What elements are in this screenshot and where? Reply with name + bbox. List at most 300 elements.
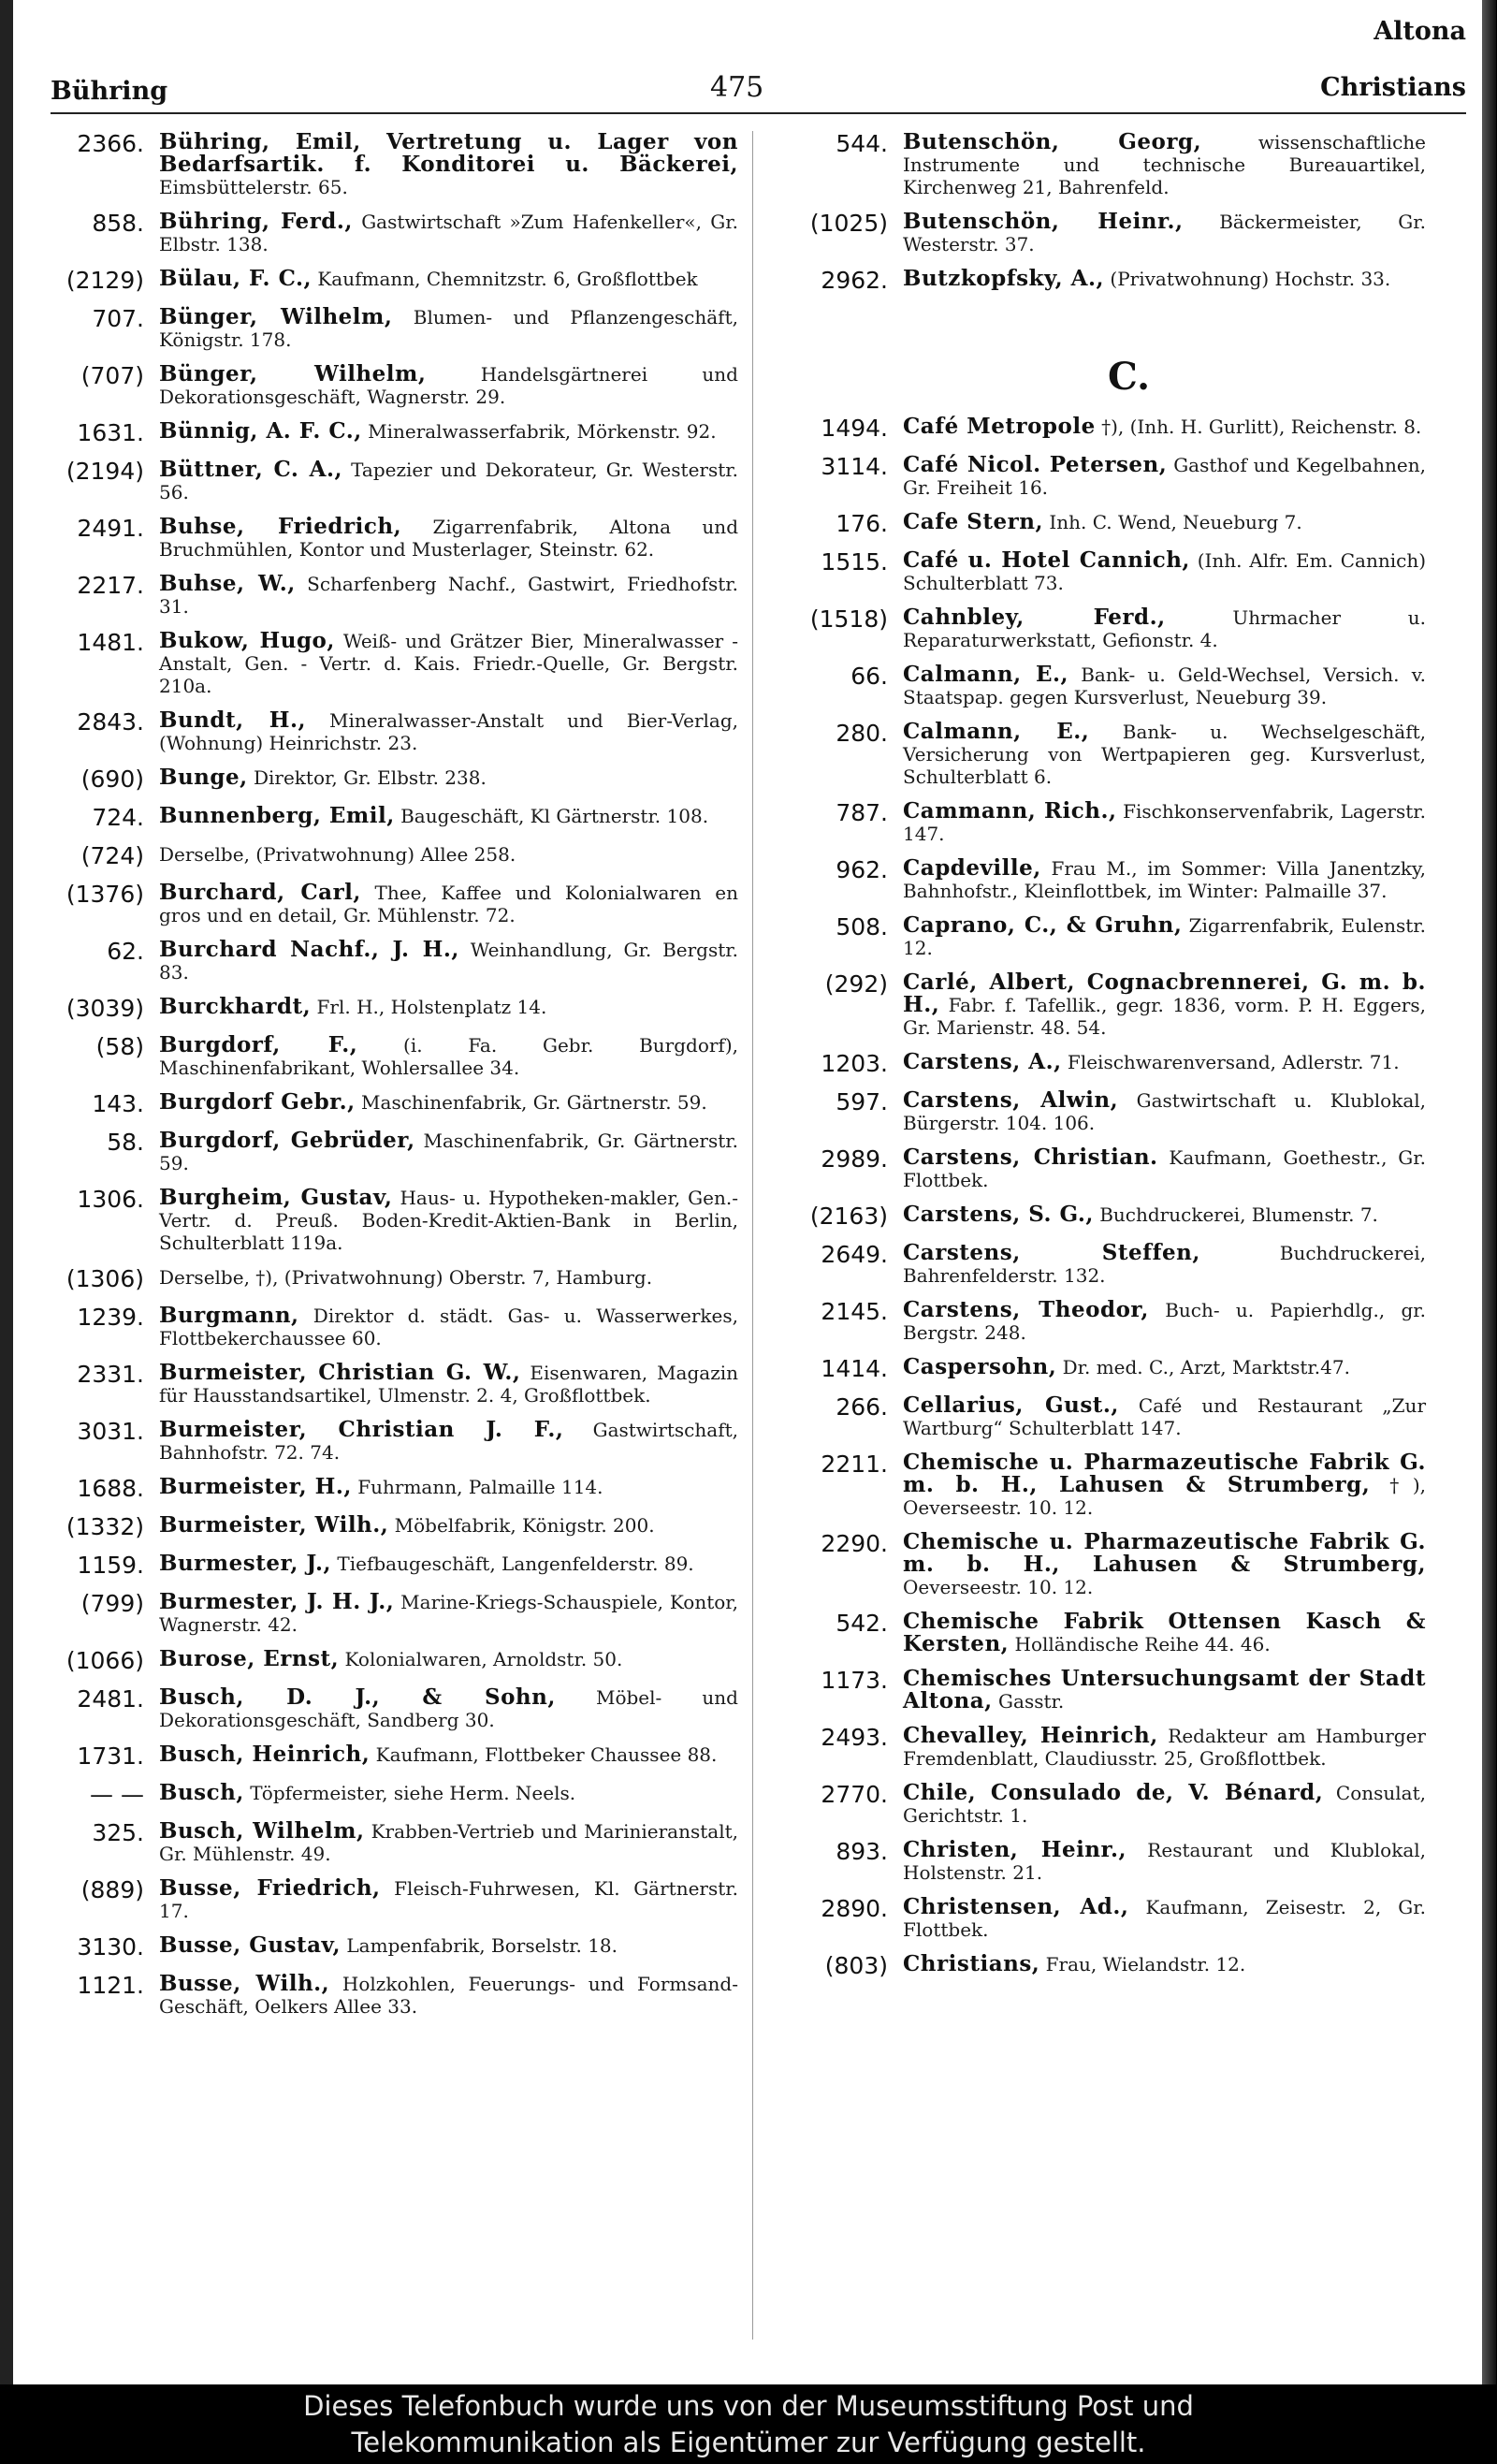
directory-entry bbox=[766, 268, 1426, 294]
directory-entry bbox=[51, 1820, 738, 1865]
phone-number: 66. bbox=[850, 663, 888, 690]
entry-text bbox=[159, 1305, 738, 1349]
phone-number: 1306. bbox=[77, 1186, 144, 1213]
entry-name: Bühring, Ferd., bbox=[159, 209, 353, 234]
phone-number: 2962. bbox=[821, 267, 888, 294]
entry-text bbox=[159, 306, 738, 351]
entry-text bbox=[159, 939, 738, 984]
entry-name: Caprano, C., & Gruhn, bbox=[903, 912, 1183, 938]
entry-name: Carstens, Theodor, bbox=[903, 1297, 1149, 1322]
phone-number: 280. bbox=[836, 720, 888, 747]
phone-number: 58. bbox=[107, 1129, 144, 1156]
directory-entry bbox=[51, 1266, 738, 1292]
entry-description: (i. Fa. Gebr. Burgdorf), Maschinenfabrikant, Wohlersallee 34. bbox=[159, 1034, 738, 1079]
entry-description: Buchdruckerei, Blumenstr. 7. bbox=[1093, 1203, 1378, 1226]
entry-name: Burmeister, H., bbox=[159, 1474, 352, 1499]
directory-entry bbox=[51, 268, 738, 294]
entry-text bbox=[159, 1782, 738, 1804]
entry-name: Butzkopfsky, A., bbox=[903, 266, 1105, 291]
entry-name: Busch, bbox=[159, 1780, 244, 1805]
entry-description: †), Oeverseestr. 10. 12. bbox=[903, 1474, 1426, 1519]
entry-description: Derselbe, (Privatwohnung) Allee 258. bbox=[159, 843, 516, 866]
entry-name: Bünnig, A. F. C., bbox=[159, 418, 362, 444]
entry-description: Buchdruckerei, Bahrenfelderstr. 132. bbox=[903, 1242, 1426, 1287]
entry-name: Cahnbley, Ferd., bbox=[903, 605, 1166, 630]
directory-entry bbox=[766, 1611, 1426, 1655]
entry-name: Burmester, J. H. J., bbox=[159, 1589, 395, 1614]
phone-number: 542. bbox=[836, 1610, 888, 1637]
phone-number: 508. bbox=[836, 913, 888, 940]
directory-entry bbox=[51, 1743, 738, 1770]
directory-entry bbox=[51, 1877, 738, 1922]
entry-description: Direktor d. städt. Gas- u. Wasserwerkes, Flottbekerchaussee 60. bbox=[159, 1305, 738, 1349]
entry-name: Calmann, E., bbox=[903, 719, 1090, 744]
phone-number: — — bbox=[90, 1781, 144, 1808]
entry-name: Bühring, Emil, Vertretung u. Lager von Bedarfsartik. f. Konditorei u. Bäckerei, bbox=[159, 129, 738, 177]
phone-number: 3031. bbox=[77, 1418, 144, 1445]
entry-text bbox=[159, 1648, 738, 1670]
entry-name: Bundt, H., bbox=[159, 707, 306, 733]
entry-text bbox=[159, 1973, 738, 2018]
entry-text bbox=[903, 606, 1426, 651]
entry-description: Holzkohlen, Feuerungs- und Formsand-Geschäft, Oelkers Allee 33. bbox=[159, 1973, 738, 2018]
directory-entry bbox=[51, 1934, 738, 1961]
phone-number: 2211. bbox=[821, 1451, 888, 1478]
entry-description: Holländische Reihe 44. 46. bbox=[1009, 1633, 1271, 1655]
entry-description: Kaufmann, Zeisestr. 2, Gr. Flottbek. bbox=[903, 1896, 1426, 1941]
entry-name: Cafe Stern, bbox=[903, 509, 1043, 534]
entry-name: Burgheim, Gustav, bbox=[159, 1185, 393, 1210]
entry-name: Christians, bbox=[903, 1951, 1040, 1976]
entry-description: Möbel- und Dekorationsgeschäft, Sandberg 30. bbox=[159, 1686, 738, 1731]
entry-description: Möbelfabrik, Königstr. 200. bbox=[388, 1514, 655, 1537]
phone-number: (2129) bbox=[65, 267, 144, 294]
directory-entry bbox=[51, 1553, 738, 1579]
entry-text bbox=[903, 1299, 1426, 1344]
directory-entry bbox=[51, 420, 738, 446]
entry-name: Burgdorf Gebr., bbox=[159, 1089, 356, 1115]
directory-entry bbox=[51, 1782, 738, 1808]
entry-text bbox=[159, 1187, 738, 1254]
entry-description: Café und Restaurant „Zur Wartburg“ Schulterblatt 147. bbox=[903, 1394, 1426, 1439]
directory-entry bbox=[51, 939, 738, 984]
entry-text bbox=[159, 843, 738, 866]
entry-name: Chemische u. Pharmazeutische Fabrik G. m. b. H., Lahusen & Strumberg, bbox=[903, 1450, 1426, 1497]
entry-name: Christensen, Ad., bbox=[903, 1894, 1129, 1919]
entry-text bbox=[159, 1362, 738, 1407]
entry-text bbox=[159, 1877, 738, 1922]
directory-entry bbox=[766, 1203, 1426, 1230]
entry-text bbox=[159, 1476, 738, 1498]
entry-name: Burgdorf, F., bbox=[159, 1032, 358, 1057]
entry-description: Fabr. f. Tafellik., gegr. 1836, vorm. P. H. Eggers, Gr. Marienstr. 48. 54. bbox=[903, 994, 1426, 1039]
phone-number: (3039) bbox=[65, 995, 144, 1022]
entry-text bbox=[903, 1953, 1426, 1976]
directory-entry bbox=[51, 306, 738, 351]
entry-name: Butenschön, Heinr., bbox=[903, 209, 1184, 234]
directory-entry bbox=[51, 709, 738, 754]
entry-name: Chemisches Untersuchungsamt der Stadt Altona, bbox=[903, 1666, 1426, 1713]
entry-text bbox=[159, 363, 738, 408]
directory-entry bbox=[766, 416, 1426, 442]
entry-text bbox=[159, 1419, 738, 1464]
directory-entry bbox=[51, 459, 738, 503]
entry-text bbox=[903, 1146, 1426, 1191]
entry-description: Haus- u. Hypotheken-makler, Gen.-Vertr. d. Preuß. Boden-Kredit-Aktien-Bank in Berlin, Schulterblatt 119a. bbox=[159, 1187, 738, 1254]
entry-text bbox=[159, 211, 738, 255]
entry-name: Calmann, E., bbox=[903, 662, 1069, 687]
phone-number: 1494. bbox=[821, 415, 888, 442]
entry-description: Bank- u. Wechselgeschäft, Versicherung von Wertpapieren geg. Kursverlust, Schulterblatt 6. bbox=[903, 721, 1426, 788]
entry-name: Butenschön, Georg, bbox=[903, 129, 1202, 154]
phone-number: 544. bbox=[836, 130, 888, 157]
directory-entry bbox=[51, 882, 738, 926]
section-spacer bbox=[766, 306, 1426, 334]
entry-description: Töpfermeister, siehe Herm. Neels. bbox=[243, 1782, 576, 1804]
entry-description: Marine-Kriegs-Schauspiele, Kontor, Wagnerstr. 42. bbox=[159, 1591, 738, 1636]
entry-name: Bunnenberg, Emil, bbox=[159, 803, 395, 828]
entry-description: Frau, Wielandstr. 12. bbox=[1039, 1953, 1246, 1976]
entry-text bbox=[903, 511, 1426, 533]
directory-entry bbox=[766, 721, 1426, 788]
phone-number: 1481. bbox=[77, 629, 144, 656]
directory-entry bbox=[766, 800, 1426, 845]
entry-description: wissenschaftliche Instrumente und technische Bureauartikel, Kirchenweg 21, Bahrenfeld. bbox=[903, 131, 1426, 198]
directory-entry bbox=[766, 1299, 1426, 1344]
entry-text bbox=[159, 268, 738, 290]
entry-text bbox=[903, 131, 1426, 198]
entry-description: Mineralwasser-Anstalt und Bier-Verlag, (Wohnung) Heinrichstr. 23. bbox=[159, 709, 739, 754]
directory-entry bbox=[766, 1242, 1426, 1287]
directory-entry bbox=[51, 630, 738, 697]
directory-entry bbox=[766, 1896, 1426, 1941]
entry-name: Burose, Ernst, bbox=[159, 1646, 340, 1671]
directory-entry bbox=[766, 1146, 1426, 1191]
entry-text bbox=[159, 766, 738, 789]
entry-description: Gastwirtschaft u. Klublokal, Bürgerstr. 104. 106. bbox=[903, 1089, 1426, 1134]
directory-entry bbox=[51, 1034, 738, 1079]
directory-entry bbox=[766, 1356, 1426, 1382]
entry-description: Tapezier und Dekorateur, Gr. Westerstr. 56. bbox=[159, 459, 738, 503]
directory-entry bbox=[51, 1419, 738, 1464]
entry-text bbox=[903, 549, 1426, 594]
right-column-top-entries bbox=[766, 131, 1426, 294]
entry-text bbox=[903, 971, 1426, 1039]
phone-number: (707) bbox=[80, 362, 144, 389]
phone-number: 2145. bbox=[821, 1298, 888, 1325]
entry-description: Restaurant und Klublokal, Holstenstr. 21. bbox=[903, 1839, 1427, 1884]
entry-description: Thee, Kaffee und Kolonialwaren en gros und en detail, Gr. Mühlenstr. 72. bbox=[159, 882, 738, 926]
entry-text bbox=[159, 1034, 738, 1079]
entry-text bbox=[903, 1531, 1426, 1598]
entry-description: Kaufmann, Goethestr., Gr. Flottbek. bbox=[903, 1146, 1426, 1191]
entry-text bbox=[903, 1203, 1426, 1226]
entry-description: Zigarrenfabrik, Altona und Bruchmühlen, Kontor und Musterlager, Steinstr. 62. bbox=[159, 516, 738, 561]
directory-entry bbox=[51, 573, 738, 618]
entry-name: Burgmann, bbox=[159, 1303, 299, 1328]
directory-entry bbox=[766, 1394, 1426, 1439]
entry-text bbox=[159, 805, 738, 827]
phone-number: (889) bbox=[80, 1876, 144, 1903]
left-column bbox=[51, 131, 738, 2030]
phone-number: 176. bbox=[836, 510, 888, 537]
entry-text bbox=[159, 996, 738, 1018]
directory-entry bbox=[766, 511, 1426, 537]
directory-entry bbox=[51, 1305, 738, 1349]
directory-entry bbox=[51, 211, 738, 255]
entry-description: Eisenwaren, Magazin für Hausstandsartikel, Ulmenstr. 2. 4, Großflottbek. bbox=[159, 1362, 739, 1407]
entry-name: Burmeister, Christian G. W., bbox=[159, 1360, 521, 1385]
footer-line-2: Telekommunikation als Eigentümer zur Verfügung gestellt. bbox=[351, 2427, 1146, 2458]
entry-description: Consulat, Gerichtstr. 1. bbox=[903, 1782, 1426, 1827]
running-head-left: Bühring bbox=[51, 77, 168, 106]
entry-description: Oeverseestr. 10. 12. bbox=[903, 1576, 1094, 1598]
entry-description: Frl. H., Holstenplatz 14. bbox=[311, 996, 547, 1018]
phone-number: (1066) bbox=[65, 1647, 144, 1674]
entry-description: (Privatwohnung) Hochstr. 33. bbox=[1104, 268, 1391, 290]
entry-name: Caspersohn, bbox=[903, 1354, 1057, 1379]
directory-entry bbox=[51, 1091, 738, 1117]
entry-description: Kaufmann, Flottbeker Chaussee 88. bbox=[370, 1743, 718, 1766]
directory-entry bbox=[766, 606, 1426, 651]
entry-name: Busse, Friedrich, bbox=[159, 1875, 381, 1901]
phone-number: 62. bbox=[107, 938, 144, 965]
directory-entry bbox=[51, 843, 738, 869]
entry-text bbox=[903, 454, 1426, 499]
directory-entry bbox=[766, 1451, 1426, 1519]
entry-text bbox=[903, 857, 1426, 902]
page-number: 475 bbox=[710, 71, 764, 104]
right-column-bottom-entries bbox=[766, 416, 1426, 1979]
entry-text bbox=[903, 800, 1426, 845]
entry-name: Buhse, W., bbox=[159, 571, 296, 596]
phone-number: 2491. bbox=[77, 515, 144, 542]
entry-description: Weiß- und Grätzer Bier, Mineralwasser - Anstalt, Gen. - Vertr. d. Kais. Friedr.-Quelle, Gr. Bergstr. 210a. bbox=[159, 630, 739, 697]
entry-text bbox=[159, 1686, 738, 1731]
phone-number: 597. bbox=[836, 1088, 888, 1115]
entry-text bbox=[903, 1839, 1426, 1884]
entry-text bbox=[903, 1896, 1426, 1941]
entry-description: Fleischwarenversand, Adlerstr. 71. bbox=[1061, 1051, 1400, 1073]
phone-number: 2770. bbox=[821, 1781, 888, 1808]
phone-number: 1121. bbox=[77, 1972, 144, 1999]
entry-description: Zigarrenfabrik, Eulenstr. 12. bbox=[903, 914, 1426, 959]
directory-entry bbox=[51, 996, 738, 1022]
directory-entry bbox=[766, 1051, 1426, 1077]
entry-name: Bünger, Wilhelm, bbox=[159, 361, 427, 386]
entry-text bbox=[903, 1242, 1426, 1287]
page-edge bbox=[1482, 0, 1496, 2384]
entry-name: Bünger, Wilhelm, bbox=[159, 304, 393, 329]
entry-text bbox=[903, 1451, 1426, 1519]
entry-description: Gasstr. bbox=[992, 1690, 1065, 1713]
phone-number: (292) bbox=[824, 970, 888, 998]
entry-description: Fischkonservenfabrik, Lagerstr. 147. bbox=[903, 800, 1426, 845]
directory-entry bbox=[51, 1973, 738, 2018]
phone-number: (799) bbox=[80, 1590, 144, 1617]
phone-number: 1688. bbox=[77, 1475, 144, 1502]
entry-description: Maschinenfabrik, Gr. Gärtnerstr. 59. bbox=[355, 1091, 707, 1114]
directory-entry bbox=[766, 971, 1426, 1039]
entry-text bbox=[159, 882, 738, 926]
directory-entry bbox=[766, 663, 1426, 708]
directory-entry bbox=[51, 1362, 738, 1407]
entry-description: Weinhandlung, Gr. Bergstr. 83. bbox=[159, 939, 738, 984]
phone-number: (690) bbox=[80, 765, 144, 793]
entry-description: Gastwirtschaft, Bahnhofstr. 72. 74. bbox=[159, 1419, 738, 1464]
phone-number: (803) bbox=[824, 1952, 888, 1979]
phone-number: 1414. bbox=[821, 1355, 888, 1382]
entry-text bbox=[159, 131, 738, 198]
entry-name: Burckhardt, bbox=[159, 994, 312, 1019]
directory-entry bbox=[51, 1591, 738, 1636]
entry-description: Frau M., im Sommer: Villa Janentzky, Bahnhofstr., Kleinflottbek, im Winter: Palmaille 37. bbox=[903, 857, 1426, 902]
phone-number: 858. bbox=[92, 210, 144, 237]
directory-entry bbox=[766, 131, 1426, 198]
entry-name: Chemische Fabrik Ottensen Kasch & Kersten, bbox=[903, 1609, 1426, 1656]
entry-text bbox=[159, 1266, 738, 1289]
entry-name: Busse, Gustav, bbox=[159, 1932, 342, 1958]
entry-description: Kaufmann, Chemnitzstr. 6, Großflottbek bbox=[312, 268, 698, 290]
phone-number: 3114. bbox=[821, 453, 888, 480]
phone-number: 2217. bbox=[77, 572, 144, 599]
footer-notice bbox=[0, 2384, 1497, 2464]
directory-entry bbox=[766, 857, 1426, 902]
entry-description: (Inh. Alfr. Em. Cannich) Schulterblatt 73. bbox=[903, 549, 1427, 594]
entry-name: Burmester, J., bbox=[159, 1551, 332, 1576]
entry-text bbox=[903, 268, 1426, 290]
entry-text bbox=[159, 1091, 738, 1114]
phone-number: 962. bbox=[836, 856, 888, 883]
phone-number: (2194) bbox=[65, 458, 144, 485]
entry-description: Buch- u. Papierhdlg., gr. Bergstr. 248. bbox=[903, 1299, 1426, 1344]
entry-description: Blumen- und Pflanzengeschäft, Königstr. 178. bbox=[159, 306, 738, 351]
phone-number: 2331. bbox=[77, 1361, 144, 1388]
entry-text bbox=[159, 459, 738, 503]
entry-text bbox=[903, 416, 1426, 438]
phone-number: 2493. bbox=[821, 1724, 888, 1751]
entry-text bbox=[903, 1782, 1426, 1827]
directory-entry bbox=[766, 549, 1426, 594]
phone-number: (1025) bbox=[809, 210, 888, 237]
entry-description: †), (Inh. H. Gurlitt), Reichenstr. 8. bbox=[1095, 416, 1422, 438]
entry-name: Büttner, C. A., bbox=[159, 457, 343, 482]
entry-name: Chile, Consulado de, V. Bénard, bbox=[903, 1780, 1324, 1805]
entry-name: Café u. Hotel Cannich, bbox=[903, 547, 1190, 573]
entry-text bbox=[903, 914, 1426, 959]
phone-number: 2843. bbox=[77, 708, 144, 736]
phone-number: 1203. bbox=[821, 1050, 888, 1077]
entry-description: Inh. C. Wend, Neueburg 7. bbox=[1042, 511, 1302, 533]
entry-name: Burchard, Carl, bbox=[159, 880, 361, 905]
directory-entry bbox=[766, 1668, 1426, 1713]
phone-number: 1159. bbox=[77, 1552, 144, 1579]
entry-description: Mineralwasserfabrik, Mörkenstr. 92. bbox=[361, 420, 717, 443]
entry-name: Cellarius, Gust., bbox=[903, 1392, 1119, 1418]
column-divider bbox=[752, 131, 753, 2340]
entry-description: Kolonialwaren, Arnoldstr. 50. bbox=[339, 1648, 623, 1670]
phone-number: 1731. bbox=[77, 1742, 144, 1770]
entry-description: Krabben-Vertrieb und Marinieranstalt, Gr. Mühlenstr. 49. bbox=[159, 1820, 738, 1865]
section-letter: C. bbox=[1107, 355, 1151, 399]
phone-number: (58) bbox=[95, 1033, 144, 1060]
directory-entry bbox=[766, 454, 1426, 499]
entry-text bbox=[159, 1514, 738, 1537]
entry-name: Cammann, Rich., bbox=[903, 798, 1117, 824]
entry-description: Eimsbüttelerstr. 65. bbox=[159, 176, 348, 198]
entry-description: Fuhrmann, Palmaille 114. bbox=[351, 1476, 603, 1498]
phone-number: 2290. bbox=[821, 1530, 888, 1557]
entry-text bbox=[159, 1591, 738, 1636]
phone-number: 1173. bbox=[821, 1667, 888, 1694]
entry-description: Gasthof und Kegelbahnen, Gr. Freiheit 16. bbox=[903, 454, 1426, 499]
phone-number: (2163) bbox=[809, 1203, 888, 1230]
entry-name: Carstens, A., bbox=[903, 1049, 1062, 1074]
directory-entry bbox=[766, 1089, 1426, 1134]
entry-description: Direktor, Gr. Elbstr. 238. bbox=[247, 766, 487, 789]
directory-entry bbox=[766, 1782, 1426, 1827]
phone-number: 2890. bbox=[821, 1895, 888, 1922]
footer-line-1: Dieses Telefonbuch wurde uns von der Museumsstiftung Post und bbox=[303, 2390, 1194, 2422]
right-column bbox=[766, 131, 1426, 1991]
entry-name: Bülau, F. C., bbox=[159, 266, 312, 291]
entry-description: Lampenfabrik, Borselstr. 18. bbox=[341, 1934, 618, 1957]
phone-number: 325. bbox=[92, 1819, 144, 1846]
entry-description: Maschinenfabrik, Gr. Gärtnerstr. 59. bbox=[159, 1130, 739, 1174]
directory-entry bbox=[766, 1839, 1426, 1884]
phone-number: 2989. bbox=[821, 1145, 888, 1173]
entry-description: Handelsgärtnerei und Dekorationsgeschäft, Wagnerstr. 29. bbox=[159, 363, 738, 408]
entry-name: Busse, Wilh., bbox=[159, 1971, 330, 1996]
entry-text bbox=[159, 420, 738, 443]
entry-name: Carstens, Alwin, bbox=[903, 1087, 1119, 1113]
entry-text bbox=[159, 709, 738, 754]
entry-description: Derselbe, †), (Privatwohnung) Oberstr. 7, Hamburg. bbox=[159, 1266, 653, 1289]
entry-name: Carstens, Steffen, bbox=[903, 1240, 1200, 1265]
directory-entry bbox=[766, 1531, 1426, 1598]
entry-description: Bäckermeister, Gr. Westerstr. 37. bbox=[903, 211, 1426, 255]
entry-description: Uhrmacher u. Reparaturwerkstatt, Gefionstr. 4. bbox=[903, 606, 1426, 651]
entry-text bbox=[903, 1668, 1426, 1713]
entry-description: Bank- u. Geld-Wechsel, Versich. v. Staatspap. gegen Kursverlust, Neueburg 39. bbox=[903, 663, 1426, 708]
entry-name: Carlé, Albert, Cognacbrennerei, G. m. b. H., bbox=[903, 970, 1426, 1017]
entry-name: Burgdorf, Gebrüder, bbox=[159, 1128, 415, 1153]
entry-text bbox=[159, 573, 738, 618]
entry-text bbox=[159, 1553, 738, 1575]
entry-text bbox=[903, 211, 1426, 255]
entry-text bbox=[159, 630, 738, 697]
directory-entry bbox=[766, 1953, 1426, 1979]
entry-text bbox=[159, 1820, 738, 1865]
entry-description: Fleisch-Fuhrwesen, Kl. Gärtnerstr. 17. bbox=[159, 1877, 739, 1922]
entry-text bbox=[903, 1356, 1426, 1378]
entry-text bbox=[159, 1743, 738, 1766]
phone-number: 266. bbox=[836, 1393, 888, 1421]
directory-entry bbox=[51, 1476, 738, 1502]
directory-entry bbox=[51, 1130, 738, 1174]
directory-entry bbox=[766, 914, 1426, 959]
entry-name: Bunge, bbox=[159, 765, 248, 790]
phone-number: 893. bbox=[836, 1838, 888, 1865]
entry-text bbox=[903, 721, 1426, 788]
directory-entry bbox=[51, 1648, 738, 1674]
phone-number: 1239. bbox=[77, 1304, 144, 1331]
entry-name: Café Metropole bbox=[903, 414, 1096, 439]
entry-description: Gastwirtschaft »Zum Hafenkeller«, Gr. Elbstr. 138. bbox=[159, 211, 738, 255]
phone-number: 1515. bbox=[821, 548, 888, 576]
directory-entry bbox=[766, 1725, 1426, 1770]
entry-name: Capdeville, bbox=[903, 855, 1041, 881]
